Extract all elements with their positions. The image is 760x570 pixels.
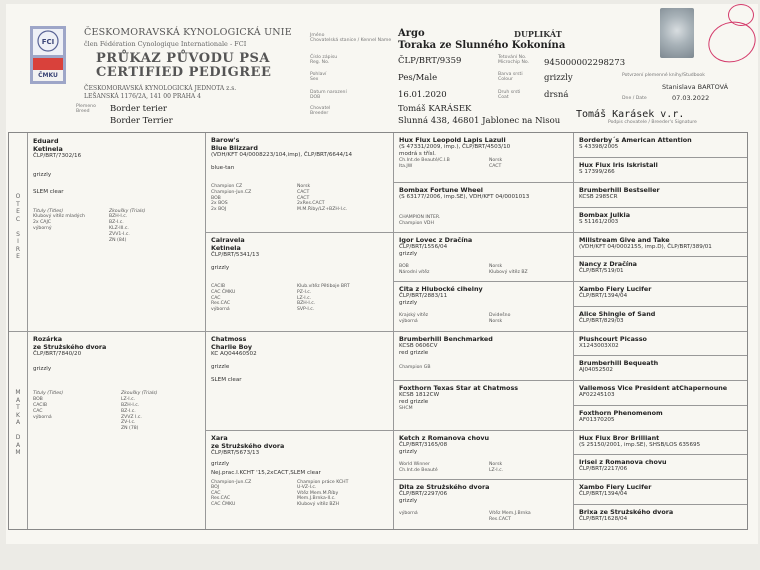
gen3-title: Národní vítěz (399, 270, 430, 275)
chip-label: Tetování No. Microchip No. (498, 55, 530, 66)
gen4-reg: ČLP/BRT/519/01 (579, 268, 624, 274)
gen2-color: grizzle (211, 364, 230, 371)
gen2-trial: Mem.J.Brnka-II.c. (297, 496, 336, 502)
sire-title-1: Klubový vítěz mladých (33, 214, 85, 220)
dam-titles-header: Tituly (Titles) (33, 391, 64, 397)
gen4-cell (579, 161, 745, 176)
gen3-title: Krajský vítěz (399, 313, 429, 319)
gen4-cell (579, 211, 745, 226)
gen4-name: Irisei z Romanova chovu (579, 458, 667, 466)
sire-kennel: Ketinela (33, 145, 63, 153)
gen3-title: Champion GB (399, 365, 431, 371)
dam-name: Rozárka (33, 335, 63, 343)
dam-title-3: CAC (33, 408, 43, 414)
date-label: Dne / Date (622, 96, 647, 101)
gen4-reg: S 17399/266 (579, 169, 615, 175)
sire-reg: ČLP/BRT/7302/16 (33, 153, 82, 159)
dam-trial-1: LZ-I.c. (121, 397, 136, 403)
sire-health: SLEM clear (33, 189, 64, 196)
gen4-name: Foxthorn Phenomenom (579, 409, 663, 417)
gen4-name: Hux Flux Bror Brilliant (579, 434, 660, 442)
gen3-title: Champion VDH (399, 220, 434, 226)
gen2-trial: CACT (297, 190, 310, 195)
gen3-reg: ČLP/BRT/3165/08 (399, 442, 448, 448)
address-line-2: LEŠANSKÁ 1176/2A, 141 00 PRAHA 4 (84, 93, 201, 100)
gen4-name: Brumberhill Bequeath (579, 359, 659, 367)
dog-kennel: Toraka ze Slunného Kokonína (398, 40, 566, 51)
gen4-reg: AF02245103 (579, 392, 615, 398)
studbook-label: Potvrzení plemenné knihy/Studbook (622, 73, 705, 78)
gen4-name: Alice Shingle of Sand (579, 310, 656, 318)
gen2-trial: PZ-I.c. (297, 290, 312, 295)
breed-label: Plemeno Breed (76, 104, 96, 115)
doc-title-cz: PRŮKAZ PŮVODU PSA (96, 51, 270, 66)
gen4-name: Borderby´s American Attention (579, 136, 692, 144)
pedigree-table (8, 132, 748, 530)
org-subtitle: člen Fédération Cynologique Internationale - FCI (84, 40, 247, 48)
gen4-cell (579, 285, 745, 300)
gen2-cell (211, 236, 391, 318)
gen3-trial: Norsk (489, 264, 503, 270)
gen4-name: Xambo Fiery Lucifer (579, 285, 652, 293)
dam-trial-5: ZV-I.c. (121, 420, 136, 426)
gen3-cell (399, 434, 571, 474)
dam-side-label: M A T K A D A M (15, 389, 21, 456)
gen4-name: Millstream Give and Take (579, 236, 670, 244)
doc-title-en: CERTIFIED PEDIGREE (96, 65, 272, 80)
gen2-title: CAC (211, 295, 221, 301)
gen3-trial: Norsk (489, 462, 503, 468)
name-label: Jméno Chovatelská stanice / Kennel Name (310, 33, 392, 44)
sire-title-3: výborný (33, 226, 52, 231)
gen2-title: 2x BOS (211, 201, 228, 207)
gen3-trial: CACT (489, 164, 502, 169)
fci-cmku-logo (30, 26, 66, 84)
gen2-cell (211, 136, 391, 218)
dog-color: grizzly (544, 73, 573, 83)
gen3-cell (399, 483, 571, 523)
dog-reg: ČLP/BRT/9359 (398, 56, 462, 66)
gen4-reg: AF01370205 (579, 417, 615, 423)
gen3-trial: Norsk (489, 158, 503, 164)
gen4-name: Nancy z Dračína (579, 260, 637, 268)
gen2-trial: CACT (297, 195, 310, 201)
gen2-reg: (VDH/KFT 04/0008223/104,imp), ČLP/BRT/6644/14 (211, 152, 353, 158)
gen2-trial: Klubový vítěz BZH (297, 501, 340, 507)
gen2-trial: Vítěz Mem.M.Říby (297, 490, 339, 496)
dam-title-2: CACIB (33, 403, 47, 408)
gen2-title: výborná (211, 306, 230, 312)
gen2-trial: Champion práce KCHT (297, 479, 349, 485)
sire-color: grizzly (33, 172, 52, 179)
gen2-kennel: Ketinela (211, 244, 241, 252)
gen2-reg: KC AQ04460502 (211, 351, 257, 357)
breeder-name: Tomáš KARÁSEK (398, 104, 472, 114)
sire-trial-1: BZH-I.c. (109, 214, 128, 220)
dam-title-1: BOB (33, 397, 43, 403)
gen4-cell (579, 409, 745, 424)
dam-trial-6: ZN (78) (121, 426, 139, 432)
gen3-trial: Dvidešno (489, 313, 511, 319)
sire-cell (33, 137, 203, 269)
gen3-color: grizzly (399, 251, 418, 258)
gen2-title: Res.CAC (211, 496, 231, 502)
gen2-trial: Klub.vítěz Pětiboje BRT (297, 284, 350, 290)
gen2-reg: ČLP/BRT/5673/13 (211, 450, 260, 456)
reg-label: Číslo zápisu Reg. No. (310, 55, 338, 66)
gen4-name: Brumberhill Bestseller (579, 186, 660, 194)
gen4-reg: X1243003X02 (579, 343, 619, 349)
gen2-title: 2x BOJ (211, 206, 227, 212)
gen3-color: red grizzle (399, 399, 429, 406)
gen4-reg: (VDH/KFT 04/0002155, imp.D), ČLP/BRT/389/01 (579, 244, 712, 250)
gen2-title: Champion CZ (211, 184, 243, 190)
gen4-cell (579, 483, 745, 498)
gen4-reg: ČLP/BRT/2217/06 (579, 466, 628, 472)
sire-title-2: 2x CAJC (33, 220, 52, 226)
gen3-trial: Norsk (489, 319, 503, 324)
sire-trials-header: Zkoušky (Trials) (109, 208, 146, 214)
gen3-trial: LZ-I.c. (489, 468, 504, 473)
dob-label: Datum narození DOB (310, 90, 347, 101)
gen2-name: Barow's (211, 136, 240, 144)
breeder-address: Slunná 438, 46801 Jablonec na Nisou (398, 116, 561, 126)
issue-date: 07.03.2022 (672, 94, 710, 102)
dam-trial-3: BZ-I.c. (121, 408, 136, 414)
gen3-reg: KCSB 1812CW (399, 392, 440, 398)
gen3-title: Ch.Int.de Beauté (399, 468, 438, 473)
gen2-trial: SVP-I.c. (297, 306, 315, 312)
gen3-cell (399, 335, 571, 371)
gen3-name: Hux Flux Leopold Lapis Lazuli (399, 136, 506, 144)
gen2-trial: 2xRes.CACT (297, 201, 325, 207)
sire-titles-header: Tituly (Titles) (33, 208, 64, 214)
gen3-name: Bombax Fortune Wheel (399, 186, 483, 194)
gen2-color: grizzly (211, 265, 230, 272)
sire-name: Eduard (33, 137, 59, 145)
logo-text: FCI (41, 38, 55, 46)
gen2-health: SLEM clear (211, 377, 242, 384)
gen3-name: Brumberhill Benchmarked (399, 335, 493, 343)
gen2-reg: ČLP/BRT/5341/13 (211, 252, 260, 258)
gen4-cell (579, 508, 745, 523)
gen2-trial: Norsk (297, 184, 311, 190)
gen4-reg: ČLP/BRT/1394/04 (579, 293, 628, 299)
gen3-title: World Winner (399, 462, 430, 468)
gen3-color: modrá s třísl. (399, 151, 436, 158)
dam-trial-2: BZH-I.c. (121, 403, 140, 408)
dog-coat: drsná (544, 90, 569, 100)
breed-cz: Border terier (110, 104, 167, 114)
gen3-reg: (S 63177/2006, imp.SE), VDH/KFT 04/0001013 (399, 194, 530, 200)
dog-chip: 945000002298273 (544, 58, 626, 68)
gen4-cell (579, 136, 745, 151)
gen2-trial: U-VZ-I.c. (297, 485, 317, 491)
gen2-title: CAC (211, 490, 221, 496)
gen3-reg: KCSB 0606CV (399, 343, 438, 349)
gen4-cell (579, 359, 745, 374)
gen4-cell (579, 458, 745, 473)
gen2-name: Chatmoss (211, 335, 247, 343)
official-stamp-small (728, 4, 754, 26)
gen3-title: Ita.JW (399, 164, 413, 169)
dam-kennel: ze Strużského dvora (33, 343, 107, 351)
signature-label: Podpis chovatele / Breeder's Signature (608, 120, 697, 125)
color-label: Barva srsti Colour (498, 72, 523, 83)
gen3-name: Cita z Hlubocké cihelny (399, 285, 483, 293)
gen4-name: Plushcourt Picasso (579, 335, 647, 343)
hologram-seal (660, 8, 694, 58)
gen3-color: grizzly (399, 449, 418, 456)
dam-cell (33, 335, 203, 451)
dam-title-4: výborná (33, 414, 52, 420)
gen3-name: Igor Lovec z Dračína (399, 236, 473, 244)
gen2-title: BOB (211, 195, 221, 201)
gen3-reg: (S 47331/2009, imp.), ČLP/BRT/4503/10 (399, 144, 511, 150)
gen2-title: Champion-Jun.CZ (211, 479, 252, 485)
sex-label: Pohlaví Sex (310, 72, 327, 83)
gen3-title: Ch.Int.de Beauté/C.I.B (399, 158, 450, 164)
gen4-name: Bombax Julkia (579, 211, 631, 219)
breeder-signature: Tomáš Karásek v.r. (576, 109, 685, 120)
gen3-cell (399, 186, 571, 226)
gen3-cell (399, 136, 571, 170)
gen2-kennel: Blue Blizzard (211, 144, 258, 152)
dog-sex: Pes/Male (398, 73, 438, 83)
sire-trial-5: ZN (84) (109, 237, 127, 243)
sire-trial-2: BZ-I.c. (109, 220, 124, 226)
gen4-reg: (S 25150/2001, imp.SE), SHSB/LOS 635695 (579, 442, 701, 448)
gen3-title: BOB (399, 264, 409, 270)
gen2-title: Res.CAC (211, 301, 231, 307)
dog-name: Argo (398, 28, 425, 39)
gen3-trial: Vítěz Mem.J.Brnka (489, 511, 531, 517)
gen3-reg: ČLP/BRT/2883/11 (399, 293, 448, 299)
gen2-trial: M.M.Řiby/LZ+BZH-I.c. (297, 206, 348, 212)
gen4-cell (579, 236, 745, 251)
gen4-reg: S 51161/2003 (579, 219, 619, 225)
logo-sub: ČMKU (38, 72, 58, 79)
gen2-title: CACIB (211, 284, 225, 290)
gen3-reg: ČLP/BRT/1556/04 (399, 244, 448, 250)
gen4-reg: ČLP/BRT/829/03 (579, 318, 624, 324)
gen2-cell (211, 434, 391, 514)
gen3-cell (399, 285, 571, 325)
gen2-color: grizzly (211, 461, 230, 468)
gen4-cell (579, 434, 745, 449)
gen3-reg: ČLP/BRT/2297/06 (399, 491, 448, 497)
gen4-cell (579, 310, 745, 325)
gen3-title: výborná (399, 511, 418, 517)
gen2-title: BOJ (211, 485, 220, 491)
gen3-color: grizzly (399, 300, 418, 307)
gen2-note: Nej.prac.I.KCHT '15,2xCACT,SLEM clear (211, 470, 321, 477)
gen3-trial: Klubový vítěz BZ (489, 270, 528, 275)
gen3-title: SHCM (399, 406, 413, 412)
gen2-name: Calravela (211, 236, 245, 244)
gen4-reg: ČLP/BRT/1394/04 (579, 491, 628, 497)
gen4-cell (579, 186, 745, 201)
gen4-name: Brixa ze Strużského dvora (579, 508, 674, 516)
coat-label: Druh srsti Coat (498, 90, 521, 101)
dam-reg: ČLP/BRT/7840/20 (33, 351, 82, 357)
sire-trial-4: ZVV1-I.c. (109, 231, 130, 237)
gen4-name: Xambo Fiery Lucifer (579, 483, 652, 491)
dam-trials-header: Zkoušky (Trials) (121, 391, 158, 397)
gen2-title: CAC ČMKU (211, 501, 236, 507)
gen4-reg: ČLP/BRT/1628/04 (579, 516, 628, 522)
address-line-1: ČESKOMORAVSKÁ KYNOLOGICKÁ JEDNOTA z.s. (84, 85, 237, 92)
gen3-name: Dita ze Strużského dvora (399, 483, 490, 491)
sire-side-label: O T E C S I R E (15, 193, 21, 260)
gen3-trial: Res.CACT (489, 517, 511, 522)
gen3-title: výborná (399, 319, 418, 324)
dog-dob: 16.01.2020 (398, 90, 447, 100)
gen3-color: red grizzle (399, 350, 429, 357)
gen3-cell (399, 236, 571, 276)
gen3-cell (399, 384, 571, 412)
breeder-label: Chovatel Breeder (310, 106, 331, 117)
gen4-name: Vallemoss Vice President atChapernoune (579, 384, 728, 392)
gen4-name: Hux Flux Iris Iskristall (579, 161, 658, 169)
gen2-cell (211, 335, 391, 385)
gen4-reg: S 43398/2005 (579, 144, 619, 150)
gen4-cell (579, 335, 745, 350)
org-title: ČESKOMORAVSKÁ KYNOLOGICKÁ UNIE (84, 27, 292, 38)
gen2-kennel: ze Strużského dvora (211, 442, 285, 450)
dam-trial-4: ZVVZ I.c. (121, 414, 142, 420)
breed-en: Border Terrier (110, 116, 173, 126)
gen2-title: CAC ČMKU (211, 290, 236, 295)
gen2-name: Xara (211, 434, 228, 442)
gen3-color: grizzly (399, 498, 418, 505)
gen3-name: Ketch z Romanova chovu (399, 434, 490, 442)
gen3-title: CHAMPION INTER. (399, 215, 441, 221)
gen4-cell (579, 384, 745, 399)
gen2-kennel: Charlie Boy (211, 343, 253, 351)
gen2-title: Champion-Jun.CZ (211, 190, 252, 195)
gen2-trial: LZ-I.c. (297, 295, 312, 301)
gen2-color: blue-tan (211, 165, 235, 172)
studbook-signature: Stanislava BARTOVÁ (662, 83, 729, 91)
gen2-trial: BZH-I.c. (297, 301, 316, 307)
dam-color: grizzly (33, 366, 52, 373)
gen4-reg: KCSB 2985CR (579, 194, 618, 200)
duplicate-mark: DUPLIKÁT (514, 29, 562, 39)
gen3-name: Foxthorn Texas Star at Chatmoss (399, 384, 519, 392)
gen4-cell (579, 260, 745, 275)
sire-trial-3: KLZ-III.c. (109, 226, 129, 231)
gen4-reg: AJ04052502 (579, 367, 613, 373)
